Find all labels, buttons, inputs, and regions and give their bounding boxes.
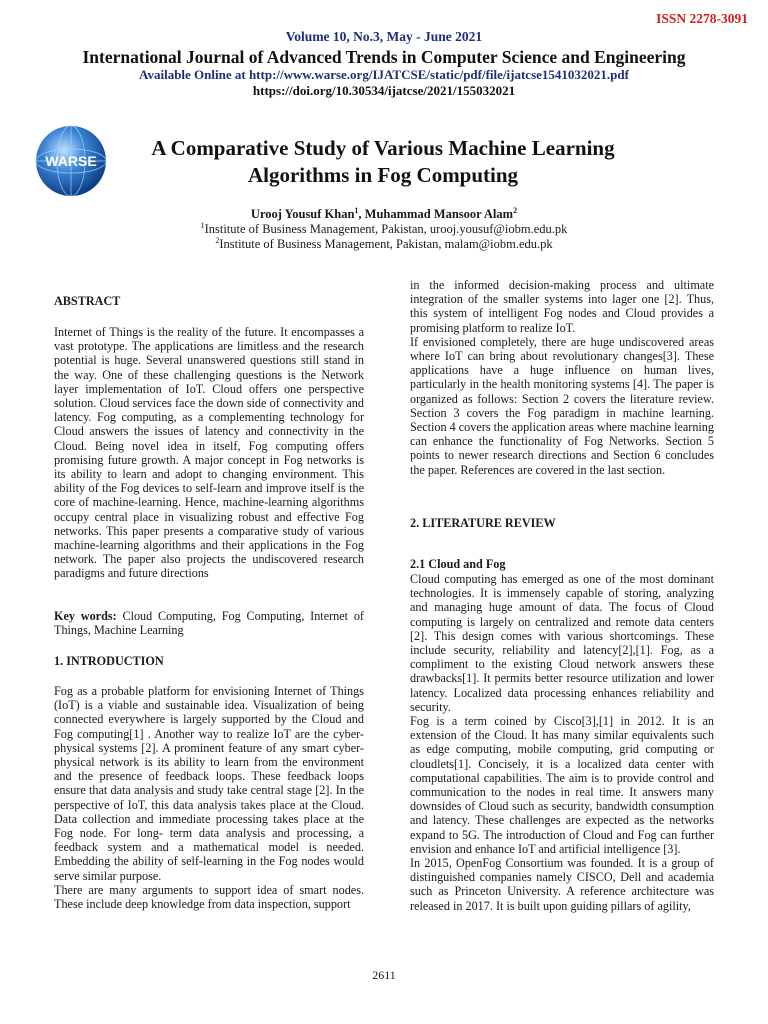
right-paragraph-4: Fog is a term coined by Cisco[3],[1] in 2012. It is an extension of the Cloud. It has many similar equivalents such as edge computing, mobile computing, grid computing or cloudlets[1]. Concisely, it is a localized data center with computational capabilities. The aim is to provide control and communication to the nodes in real time. It answers many downsides of Cloud such as security, bandwidth consumption and latency. These challenges are expected as the networks expand to 5G. The introduction of Cloud and Fog can further envision and enhance IoT and artificial intelligence [3]. [410, 714, 714, 856]
abstract-text [54, 325, 364, 581]
authors-line [0, 207, 768, 222]
title-line-2: Algorithms in Fog Computing [247, 163, 519, 187]
keywords [54, 609, 364, 637]
literature-review-heading: 2. LITERATURE REVIEW [410, 516, 556, 530]
right-column-body [410, 572, 714, 913]
page-number: 2611 [372, 968, 396, 982]
issn-label: ISSN 2278-3091 [656, 11, 748, 26]
logo-text: WARSE [45, 153, 97, 169]
affiliation-2-sup: 2 [215, 235, 220, 245]
paper-title [110, 135, 656, 189]
intro-paragraph-2: There are many arguments to support idea of smart nodes. These include deep knowledge from data inspection, support [54, 882, 364, 912]
keywords-text: Cloud Computing, Fog Computing, Internet of Things, Machine Learning [54, 609, 364, 638]
warse-logo [34, 124, 108, 198]
abstract-heading: ABSTRACT [54, 294, 121, 308]
right-paragraph-3: Cloud computing has emerged as one of the most dominant technologies. It is immensely capable of storing, analyzing and managing huge amount of data. The focus of Cloud computing is largely on centralized and remote data centers [2]. This design comes with various shortcomings. These include security, reliability and latency[2],[1]. Fog, as a compliment to the existing Cloud network answers these drawbacks[1]. It permits better resource utilization and lower latency. Localized data processing enhances reliability and security. [410, 572, 714, 714]
available-online-link[interactable]: Available Online at http://www.warse.org/IJATCSE/static/pdf/file/ijatcse1541032021.pdf [139, 67, 629, 82]
right-paragraph-5: In 2015, OpenFog Consortium was founded. It is a group of distinguished companies namely CISCO, Dell and academia such as Princeton University. A reference architecture was released in 2017. It is built upon guiding pillars of agility, [410, 856, 714, 913]
journal-title: International Journal of Advanced Trends in Computer Science and Engineering [82, 47, 686, 67]
globe-icon [34, 124, 108, 198]
author-1-sup: 1 [354, 205, 359, 215]
author-2: Muhammad Mansoor Alam [364, 207, 514, 221]
volume-issue-line: Volume 10, No.3, May - June 2021 [285, 29, 483, 44]
author-2-sup: 2 [513, 205, 518, 215]
doi-link[interactable]: https://doi.org/10.30534/ijatcse/2021/155032021 [252, 83, 516, 98]
right-paragraph-1: in the informed decision-making process and ultimate integration of the smaller systems into lager one [2]. Thus, this system of intelligent Fog nodes and Cloud provides a promising platform to realize IoT. [410, 278, 714, 335]
introduction-heading: 1. INTRODUCTION [54, 654, 164, 668]
affiliation-1 [0, 222, 768, 237]
abstract-paragraph: Internet of Things is the reality of the future. It encompasses a vast prototype. The applications are limitless and the research potential is huge. Several unanswered questions still stand in the way. One of these challenging questions is the Network layer implementation of IoT. Cloud offers one perspective solution. Cloud services face the down side of connectivity and latency. Fog computing, as a complementing technology for Cloud answers the issues of latency and connectivity in the Cloud. Being novel idea in itself, Fog computing offers promising future growth. A major concept in Fog networks is its ability to learn and adopt to changing environment. This ability of the Fog devices to self-learn and improve itself is the core of machine-learning. Hence, machine-learning algorithms occupy central place in visualizing robust and effective Fog networks. This paper presents a comparative study of various machine-learning algorithms and their applications in the Fog network. The paper also projects the undiscovered research paradigms and future directions [54, 325, 364, 581]
author-1: Urooj Yousuf Khan [250, 207, 355, 221]
affiliation-1-text: Institute of Business Management, Pakistan, urooj.yousuf@iobm.edu.pk [204, 222, 568, 236]
affiliation-1-sup: 1 [200, 220, 205, 230]
title-line-1: A Comparative Study of Various Machine Learning [151, 136, 615, 160]
author-separator: , [358, 207, 365, 221]
introduction-text [54, 684, 364, 911]
affiliation-2 [0, 237, 768, 252]
affiliation-2-text: Institute of Business Management, Pakistan, malam@iobm.edu.pk [219, 237, 553, 251]
intro-paragraph-1: Fog as a probable platform for envisioning Internet of Things (IoT) is a viable and sustainable idea. Visualization of being connected everywhere is largely supported by the Cloud and Fog computing[1] . Another way to realize IoT are the cyber-physical systems [2]. A prominent feature of any smart cyber-physical network is its ability to learn from the environment and the presence of feedback loops. These feedback loops ensure that data analysis and study take central stage [2]. In the perspective of IoT, this data analysis takes place at the Cloud. Data collection and immediate processing takes place at the Fog node. For long- term data analysis and processing, a feedback system and a mathematical model is needed. Embedding the ability of self-learning in the Fog nodes would serve similar purpose. [54, 684, 364, 883]
cloud-and-fog-subheading: 2.1 Cloud and Fog [410, 557, 506, 571]
right-paragraph-2: If envisioned completely, there are huge undiscovered areas where IoT can bring about revolutionary changes[3]. These applications have a huge influence on human lives, particularly in the health monitoring systems [4]. The paper is organized as follows: Section 2 covers the literature review. Section 3 covers the Fog paradigm in machine learning. Section 4 covers the application areas where machine learning can enhance the functionality of Fog Networks. Section 5 points to newer research directions and Section 6 concludes the paper. References are covered in the last section. [410, 334, 714, 477]
keywords-label: Key words: [54, 609, 117, 623]
right-column-top [410, 278, 714, 477]
